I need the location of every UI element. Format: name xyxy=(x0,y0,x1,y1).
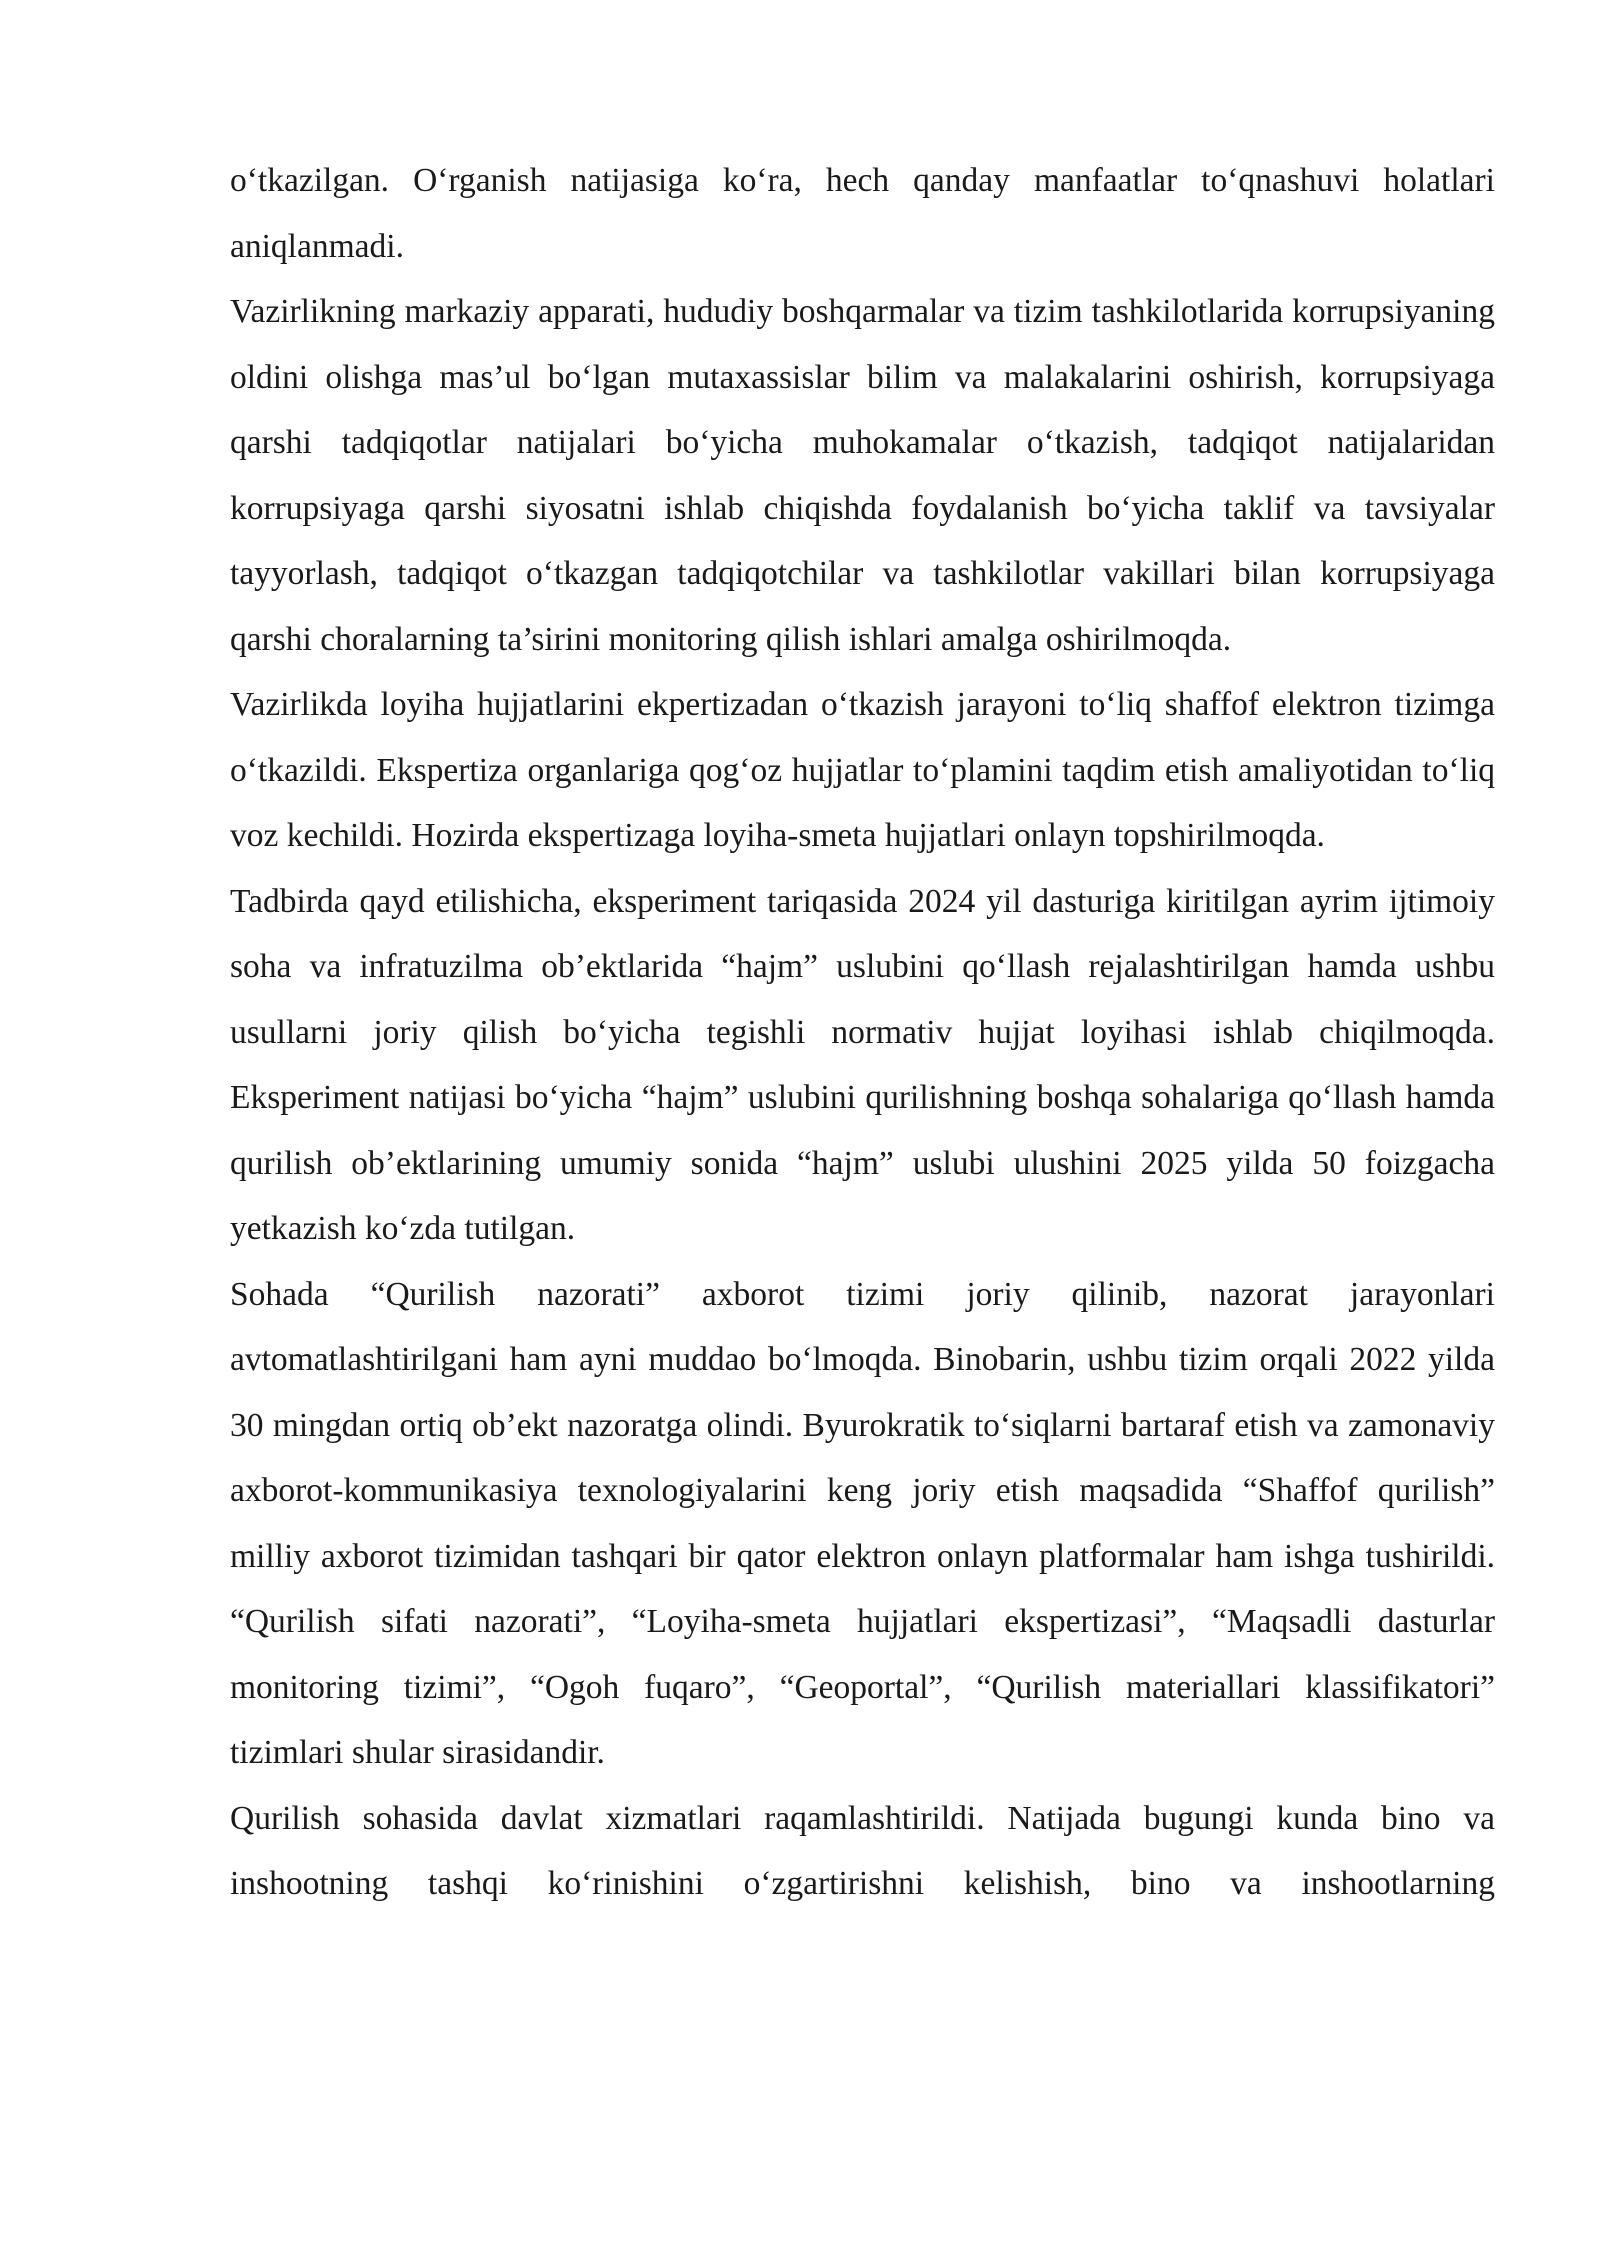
document-body xyxy=(230,148,1495,1917)
paragraph-5: Sohada “Qurilish nazorati” axborot tizimi joriy qilinib, nazorat jarayonlari avtomatlashtirilgani ham ayni muddao boʻlmoqda. Binobarin, ushbu tizim orqali 2022 yilda 30 mingdan ortiq ob’ekt nazoratga olindi. Byurokratik toʻsiqlarni bartaraf etish va zamonaviy axborot-kommunikasiya texnologiyalarini keng joriy etish maqsadida “Shaffof qurilish” milliy axborot tizimidan tashqari bir qator elektron onlayn platformalar ham ishga tushirildi. “Qurilish sifati nazorati”, “Loyiha-smeta hujjatlari ekspertizasi”, “Maqsadli dasturlar monitoring tizimi”, “Ogoh fuqaro”, “Geoportal”, “Qurilish materiallari klassifikatori” tizimlari shular sirasidandir. xyxy=(230,1275,1495,1771)
paragraph-1: oʻtkazilgan. Oʻrganish natijasiga koʻra, hech qanday manfaatlar toʻqnashuvi holatlari aniqlanmadi. xyxy=(230,162,1495,265)
paragraph-4: Tadbirda qayd etilishicha, eksperiment tariqasida 2024 yil dasturiga kiritilgan ayrim ijtimoiy soha va infratuzilma ob’ektlarida “hajm” uslubini qoʻllash rejalashtirilgan hamda ushbu usullarni joriy qilish boʻyicha tegishli normativ hujjat loyihasi ishlab chiqilmoqda. Eksperiment natijasi boʻyicha “hajm” uslubini qurilishning boshqa sohalariga qoʻllash hamda qurilish ob’ektlarining umumiy sonida “hajm” uslubi ulushini 2025 yilda 50 foizgacha yetkazish koʻzda tutilgan. xyxy=(230,882,1495,1247)
paragraph-3: Vazirlikda loyiha hujjatlarini ekpertizadan oʻtkazish jarayoni toʻliq shaffof elektron tizimga oʻtkazildi. Ekspertiza organlariga qogʻoz hujjatlar toʻplamini taqdim etish amaliyotidan toʻliq voz kechildi. Hozirda ekspertizaga loyiha-smeta hujjatlari onlayn topshirilmoqda. xyxy=(230,686,1495,854)
paragraph-6: Qurilish sohasida davlat xizmatlari raqamlashtirildi. Natijada bugungi kunda bino va inshootning tashqi koʻrinishini oʻzgartirishni kelishish, bino va inshootlarning xyxy=(230,1799,1495,1902)
paragraph-2: Vazirlikning markaziy apparati, hududiy boshqarmalar va tizim tashkilotlarida korrupsiyaning oldini olishga mas’ul boʻlgan mutaxassislar bilim va malakalarini oshirish, korrupsiyaga qarshi tadqiqotlar natijalari boʻyicha muhokamalar oʻtkazish, tadqiqot natijalaridan korrupsiyaga qarshi siyosatni ishlab chiqishda foydalanish boʻyicha taklif va tavsiyalar tayyorlash, tadqiqot oʻtkazgan tadqiqotchilar va tashkilotlar vakillari bilan korrupsiyaga qarshi choralarning ta’sirini monitoring qilish ishlari amalga oshirilmoqda. xyxy=(230,293,1495,658)
